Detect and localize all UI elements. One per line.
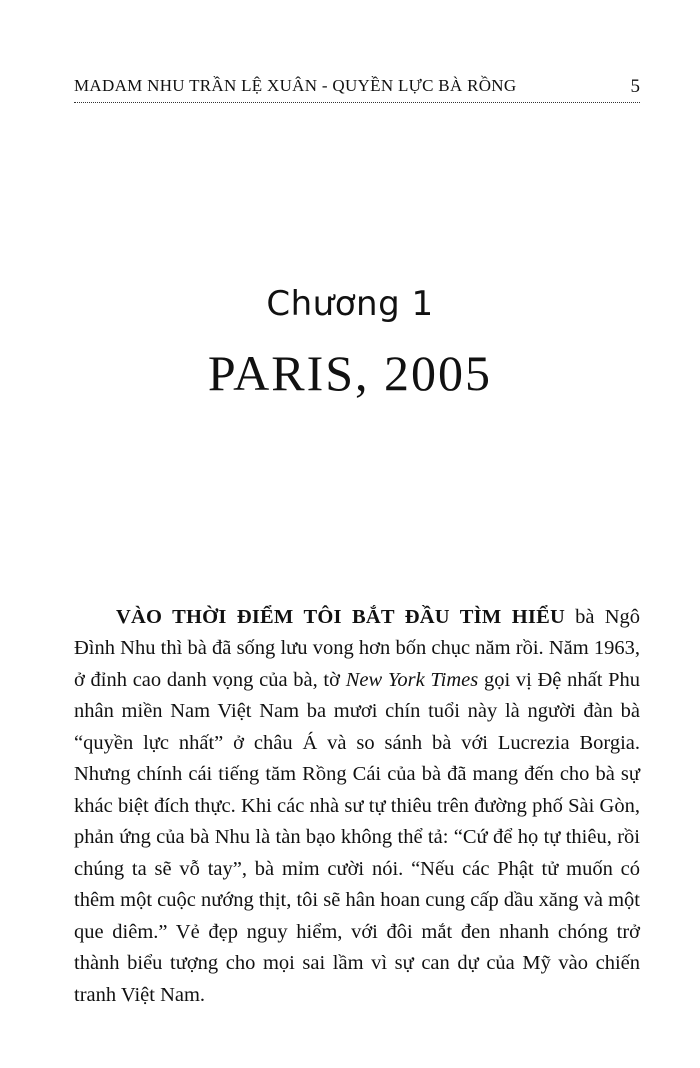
paragraph-text-part-2: gọi vị Đệ nhất Phu nhân miền Nam Việt Nam ba mươi chín tuổi này là người đàn bà “quyền lực nhất” ở châu Á và so sánh bà với Lucrezia Borgia. Nhưng chính cái tiếng tăm Rồng Cái của bà đã mang đến cho bà sự khác biệt đích thực. Khi các nhà sư tự thiêu trên đường phố Sài Gòn, phản ứng của bà Nhu là tàn bạo không thể tả: “Cứ để họ tự thiêu, rồi chúng ta sẽ vỗ tay”, bà mỉm cười nói. “Nếu các Phật tử muốn có thêm một cuộc nướng thịt, tôi sẽ hân hoan cung cấp dầu xăng và một que diêm.” Vẻ đẹp nguy hiểm, với đôi mắt đen nhanh chóng trở thành biểu tượng cho mọi sai lầm vì sự can dự của Mỹ vào chiến tranh Việt Nam. [74, 668, 640, 1006]
chapter-label: Chương 1 [266, 284, 434, 324]
newspaper-name: New York Times [345, 668, 479, 691]
chapter-title: PARIS, 2005 [207, 345, 493, 401]
page-number: 5 [630, 76, 640, 97]
body-paragraph [74, 602, 640, 1012]
paragraph-lead-in: VÀO THỜI ĐIỂM TÔI BẮT ĐẦU TÌM HIỂU [116, 605, 565, 628]
paragraph-text-part-1: bà Ngô Đình Nhu thì bà đã sống lưu vong hơn bốn chục năm rồi. Năm 1963, ở đỉnh cao danh vọng của bà, tờ [74, 605, 640, 691]
running-title: MADAM NHU TRẦN LỆ XUÂN - QUYỀN LỰC BÀ RỒNG [74, 76, 517, 95]
running-header [74, 76, 640, 103]
